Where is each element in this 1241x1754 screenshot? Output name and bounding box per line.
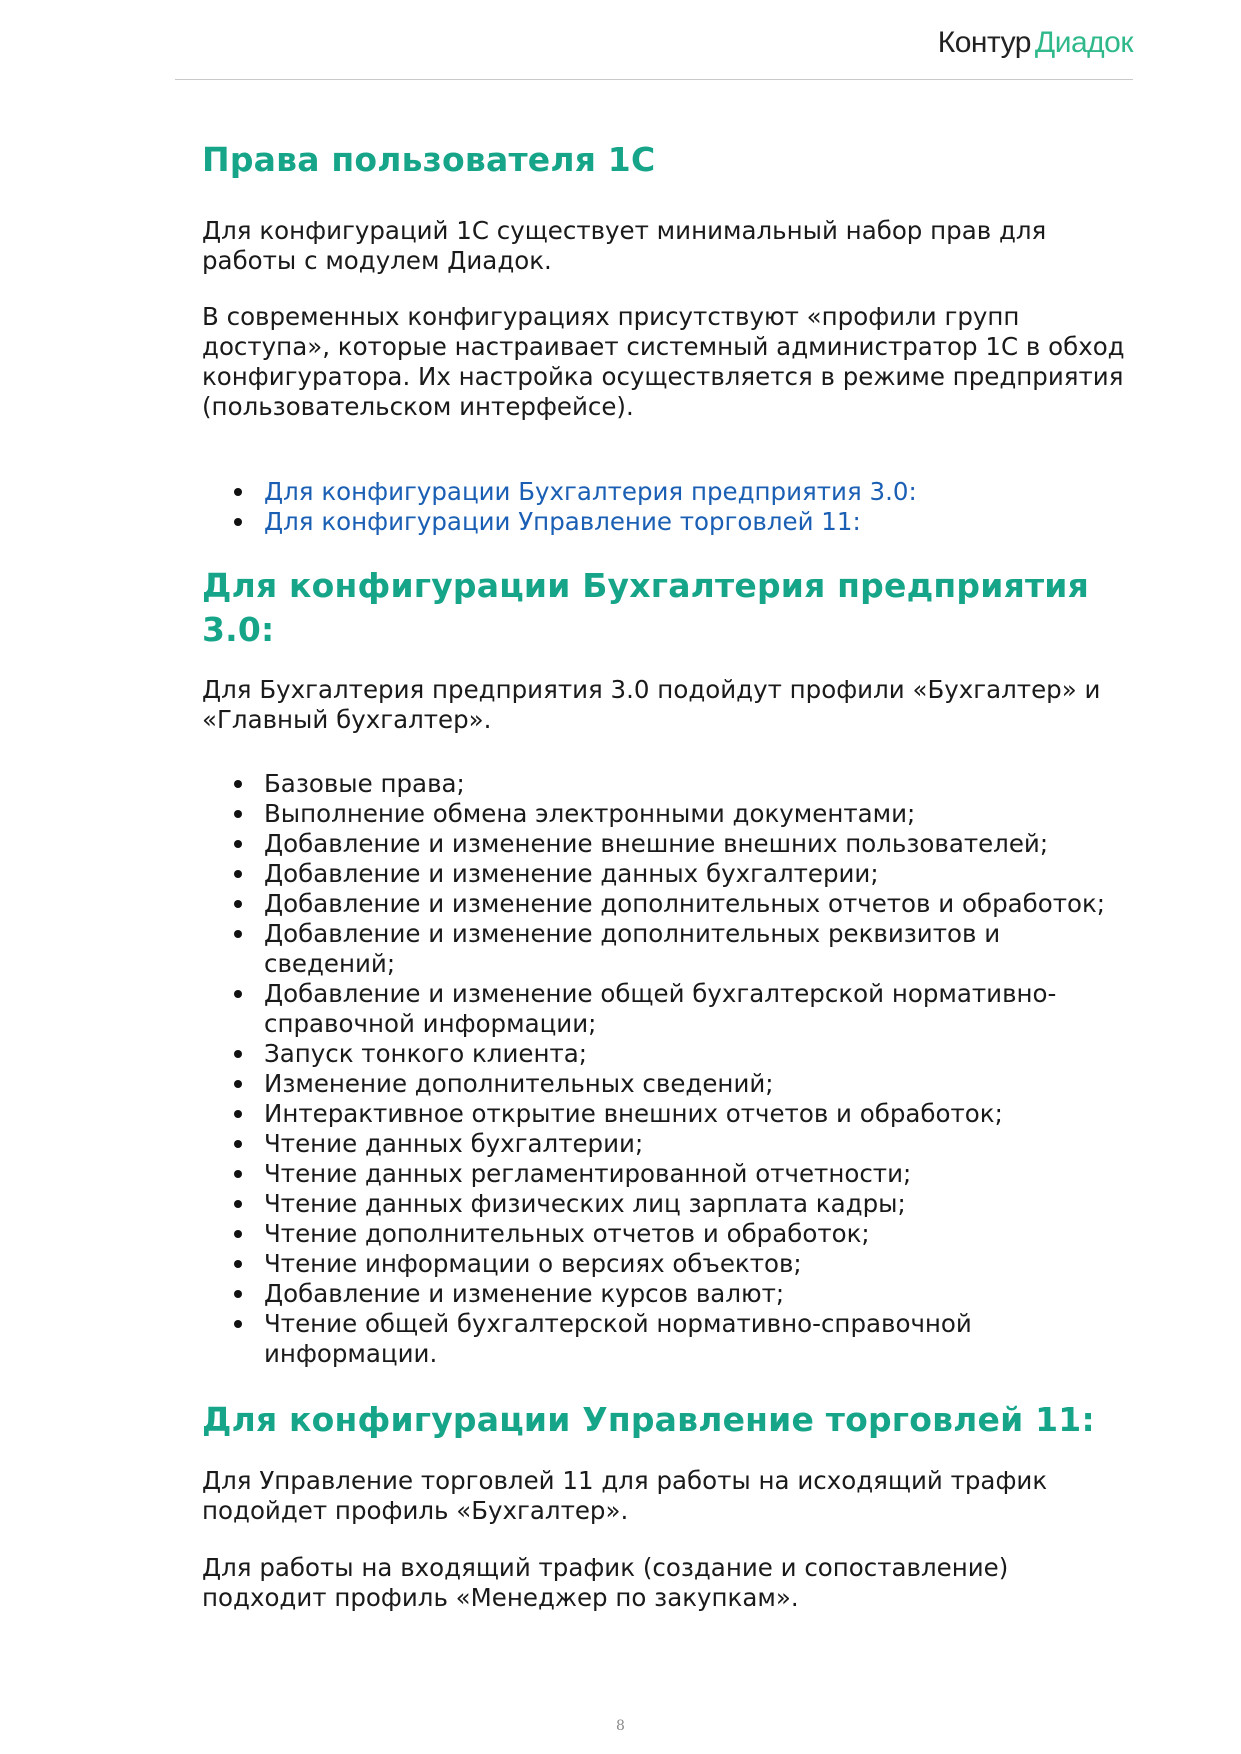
- header-divider: [175, 79, 1133, 80]
- list-item: Чтение дополнительных отчетов и обработок;: [202, 1219, 1132, 1249]
- section-title-accounting: Для конфигурации Бухгалтерия предприятия 3.0:: [202, 566, 1089, 649]
- list-item: Чтение данных бухгалтерии;: [202, 1129, 1132, 1159]
- page-content: [202, 138, 1132, 1613]
- section-title-trade: Для конфигурации Управление торговлей 11:: [202, 1400, 1095, 1439]
- section-title-user-rights: Права пользователя 1С: [202, 140, 656, 179]
- list-item: Чтение данных регламентированной отчетности;: [202, 1159, 1132, 1189]
- list-item: Добавление и изменение данных бухгалтерии;: [202, 859, 1132, 889]
- list-item: Изменение дополнительных сведений;: [202, 1069, 1132, 1099]
- list-item: Чтение общей бухгалтерской нормативно-справочной информации.: [202, 1309, 1132, 1369]
- logo-kontur-text: Контур: [937, 26, 1031, 59]
- table-of-contents: [202, 477, 1132, 537]
- list-item: Добавление и изменение дополнительных отчетов и обработок;: [202, 889, 1132, 919]
- list-item: Чтение данных физических лиц зарплата кадры;: [202, 1189, 1132, 1219]
- toc-link-trade[interactable]: Для конфигурации Управление торговлей 11:: [264, 507, 861, 536]
- list-item: Добавление и изменение дополнительных реквизитов и сведений;: [202, 919, 1132, 979]
- list-item: Чтение информации о версиях объектов;: [202, 1249, 1132, 1279]
- kontur-diadok-logo: [938, 26, 1133, 60]
- list-item: Базовые права;: [202, 769, 1132, 799]
- user-rights-paragraph-1: Для конфигураций 1С существует минимальный набор прав для работы с модулем Диадок.: [202, 216, 1047, 275]
- accounting-rights-list: [202, 769, 1132, 1369]
- list-item: Интерактивное открытие внешних отчетов и обработок;: [202, 1099, 1132, 1129]
- trade-paragraph-1: Для Управление торговлей 11 для работы на исходящий трафик подойдет профиль «Бухгалтер».: [202, 1466, 1048, 1525]
- list-item: Выполнение обмена электронными документами;: [202, 799, 1132, 829]
- list-item: Добавление и изменение курсов валют;: [202, 1279, 1132, 1309]
- toc-item: [202, 507, 1132, 537]
- list-item: Запуск тонкого клиента;: [202, 1039, 1132, 1069]
- toc-item: [202, 477, 1132, 507]
- logo-diadok-text: Диадок: [1034, 26, 1133, 59]
- list-item: Добавление и изменение внешние внешних пользователей;: [202, 829, 1132, 859]
- page-number: 8: [616, 1718, 625, 1734]
- trade-paragraph-2: Для работы на входящий трафик (создание и сопоставление) подходит профиль «Менеджер по закупкам».: [202, 1553, 1009, 1612]
- toc-link-accounting[interactable]: Для конфигурации Бухгалтерия предприятия 3.0:: [264, 477, 917, 506]
- user-rights-paragraph-2: В современных конфигурациях присутствуют «профили групп доступа», которые настраивает системный администратор 1С в обход конфигуратора. Их настройка осуществляется в режиме предприятия (пользовательском интерфейсе).: [202, 302, 1125, 421]
- list-item: Добавление и изменение общей бухгалтерской нормативно-справочной информации;: [202, 979, 1132, 1039]
- accounting-intro: Для Бухгалтерия предприятия 3.0 подойдут профили «Бухгалтер» и «Главный бухгалтер».: [202, 675, 1101, 734]
